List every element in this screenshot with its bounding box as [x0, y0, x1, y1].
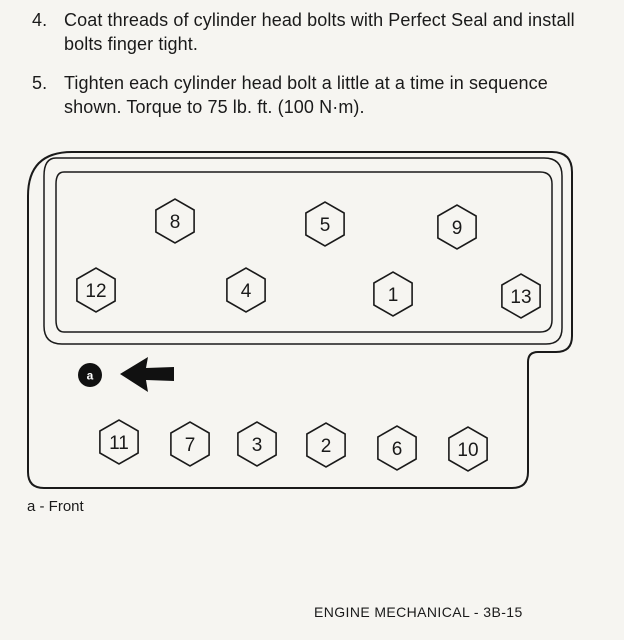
step-text: Tighten each cylinder head bolt a little at a time in sequence shown. Torque to 75 lb. ft. (100 N·m).	[64, 73, 548, 117]
bolt-number: 11	[109, 433, 129, 454]
bolt-group	[77, 199, 540, 471]
bolt-marker	[77, 268, 115, 312]
front-marker	[78, 363, 102, 387]
left-arrow-icon	[120, 357, 174, 392]
page-footer: ENGINE MECHANICAL - 3B-15	[314, 604, 523, 620]
bolt-number: 3	[251, 435, 263, 456]
figure-caption: a - Front	[27, 498, 84, 515]
bolt-marker	[307, 423, 345, 467]
bolt-number: 9	[451, 218, 463, 239]
bolt-number: 7	[184, 435, 196, 456]
bolt-marker	[306, 202, 344, 246]
bolt-number: 6	[391, 439, 403, 460]
head-inner-outline	[56, 172, 552, 332]
head-middle-outline	[44, 158, 562, 344]
bolt-marker	[238, 422, 276, 466]
bolt-number: 10	[457, 440, 479, 461]
bolt-marker	[171, 422, 209, 466]
bolt-marker	[378, 426, 416, 470]
bolt-marker	[449, 427, 487, 471]
bolt-marker	[502, 274, 540, 318]
bolt-marker	[438, 205, 476, 249]
bolt-marker	[374, 272, 412, 316]
bolt-number: 5	[319, 215, 331, 236]
bolt-number: 2	[320, 436, 332, 457]
bolt-marker	[156, 199, 194, 243]
step-number: 4.	[32, 10, 48, 30]
bolt-number: 12	[85, 281, 107, 302]
bolt-number: 13	[510, 287, 532, 308]
bolt-number: 4	[240, 281, 252, 302]
bolt-number: 8	[169, 212, 181, 233]
bolt-number: 1	[387, 285, 399, 306]
step-number: 5.	[32, 73, 48, 93]
step-text: Coat threads of cylinder head bolts with Perfect Seal and install bolts finger tight.	[64, 10, 575, 54]
front-marker-label: a	[86, 368, 94, 383]
bolt-marker	[227, 268, 265, 312]
bolt-marker	[100, 420, 138, 464]
